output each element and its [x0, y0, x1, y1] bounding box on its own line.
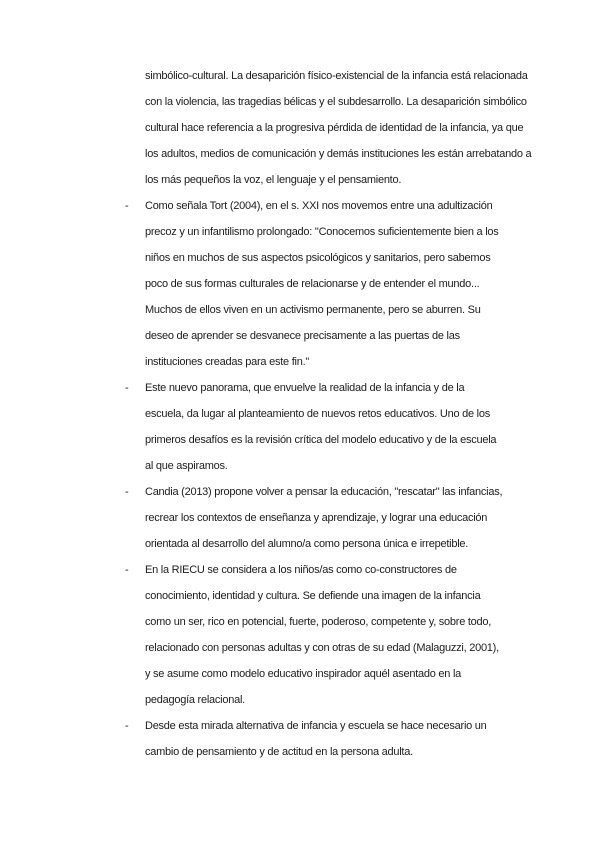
- bullet-item: [125, 557, 570, 713]
- text-line: Como señala Tort (2004), en el s. XXI nos movemos entre una adultización: [145, 200, 493, 212]
- text-line: cultural hace referencia a la progresiva pérdida de identidad de la infancia, ya que: [145, 122, 524, 134]
- paragraph-continuation: [145, 63, 570, 193]
- text-line: escuela, da lugar al planteamiento de nuevos retos educativos. Uno de los: [145, 408, 490, 420]
- text-line: como un ser, rico en potencial, fuerte, poderoso, competente y, sobre todo,: [145, 616, 492, 628]
- text-line: Desde esta mirada alternativa de infancia y escuela se hace necesario un: [145, 720, 487, 732]
- text-line: simbólico-cultural. La desaparición físico-existencial de la infancia está relacionada: [145, 70, 528, 82]
- bullet-dash-marker: -: [125, 486, 129, 498]
- text-line: cambio de pensamiento y de actitud en la persona adulta.: [145, 746, 413, 758]
- text-line: poco de sus formas culturales de relacionarse y de entender el mundo...: [145, 278, 480, 290]
- text-line: con la violencia, las tragedias bélicas y el subdesarrollo. La desaparición simbólico: [145, 96, 527, 108]
- bullet-dash-marker: -: [125, 564, 129, 576]
- text-line: En la RIECU se considera a los niños/as como co-constructores de: [145, 564, 457, 576]
- text-line: los adultos, medios de comunicación y demás instituciones les están arrebatando a: [145, 148, 532, 160]
- bullet-item: [125, 375, 570, 479]
- bullet-dash-marker: -: [125, 382, 129, 394]
- bullet-item: [125, 193, 570, 375]
- text-line: relacionado con personas adultas y con otras de su edad (Malaguzzi, 2001),: [145, 642, 499, 654]
- bullet-item: [125, 713, 570, 765]
- text-line: orientada al desarrollo del alumno/a como persona única e irrepetible.: [145, 538, 469, 550]
- bullet-dash-marker: -: [125, 720, 129, 732]
- bullet-item: [125, 479, 570, 557]
- document-content: [125, 63, 570, 765]
- text-line: conocimiento, identidad y cultura. Se defiende una imagen de la infancia: [145, 590, 481, 602]
- text-line: y se asume como modelo educativo inspirador aquél asentado en la: [145, 668, 462, 680]
- text-line: Este nuevo panorama, que envuelve la realidad de la infancia y de la: [145, 382, 465, 394]
- text-line: instituciones creadas para este fin.": [145, 356, 310, 368]
- text-line: deseo de aprender se desvanece precisamente a las puertas de las: [145, 330, 460, 342]
- text-line: al que aspiramos.: [145, 460, 228, 472]
- text-line: recrear los contextos de enseñanza y aprendizaje, y lograr una educación: [145, 512, 488, 524]
- text-line: Candia (2013) propone volver a pensar la educación, "rescatar" las infancias,: [145, 486, 503, 498]
- text-line: niños en muchos de sus aspectos psicológicos y sanitarios, pero sabemos: [145, 252, 491, 264]
- text-line: pedagogía relacional.: [145, 694, 245, 706]
- text-line: precoz y un infantilismo prolongado: "Conocemos suficientemente bien a los: [145, 226, 499, 238]
- text-line: Muchos de ellos viven en un activismo permanente, pero se aburren. Su: [145, 304, 481, 316]
- bullet-dash-marker: -: [125, 200, 129, 212]
- text-line: primeros desafíos es la revisión crítica del modelo educativo y de la escuela: [145, 434, 497, 446]
- text-line: los más pequeños la voz, el lenguaje y el pensamiento.: [145, 174, 402, 186]
